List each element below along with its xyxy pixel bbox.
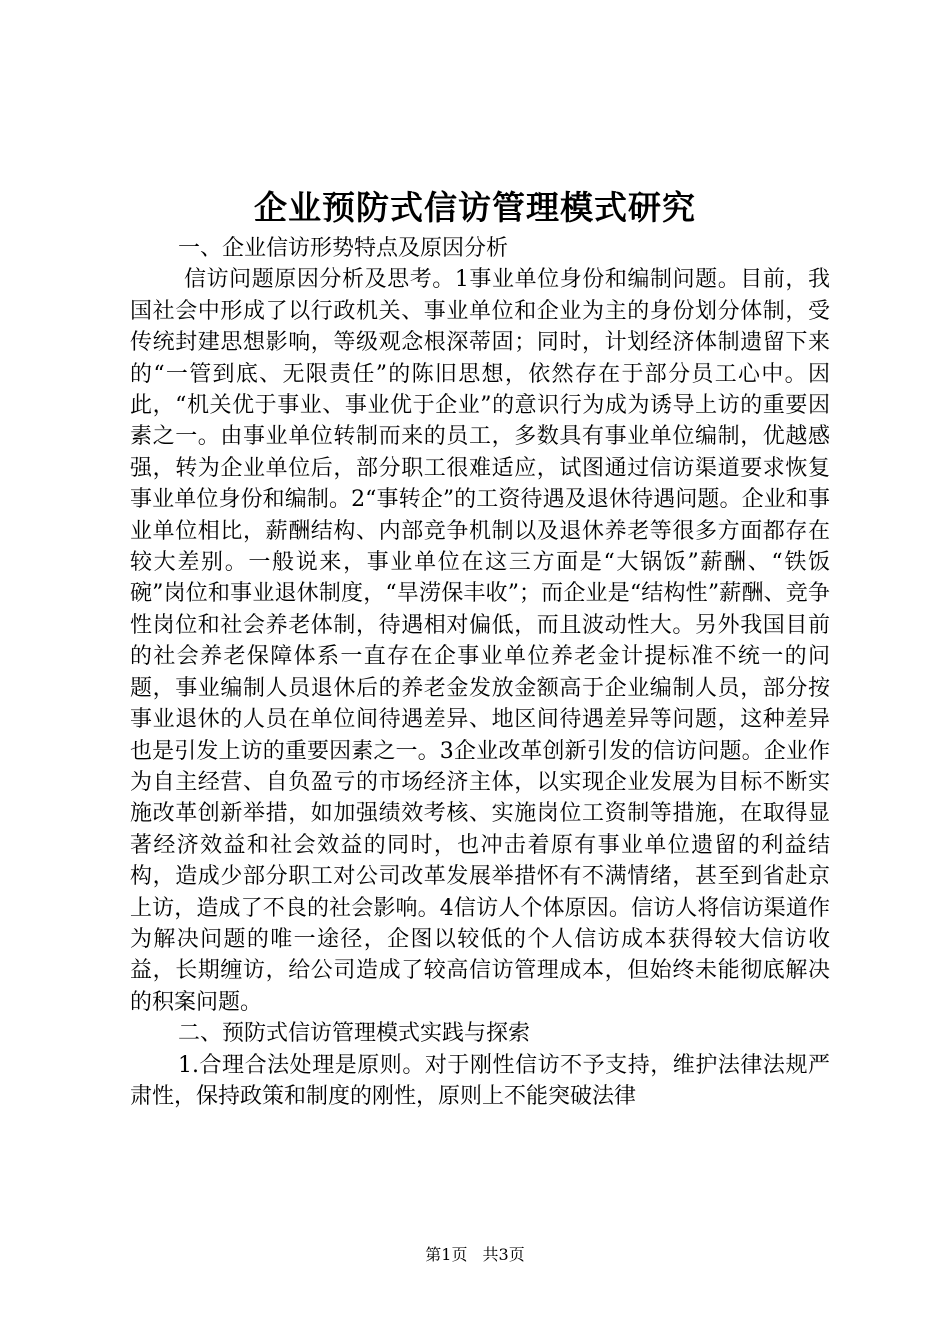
- page-total: 共3页: [482, 1245, 525, 1264]
- section-heading-2: 二、预防式信访管理模式实践与探索: [178, 1021, 531, 1047]
- section-heading-1: 一、企业信访形势特点及原因分析: [178, 236, 509, 261]
- document-body: [130, 233, 830, 1112]
- body-paragraph-1: 信访问题原因分析及思考。1事业单位身份和编制问题。目前，我国社会中形成了以行政机关、事业单位和企业为主的身份划分体制，受传统封建思想影响，等级观念根深蒂固；同时，计划经济体制遗留下来的“一管到底、无限责任”的陈旧思想，依然存在于部分员工心中。因此，“机关优于事业、事业优于企业”的意识行为成为诱导上访的重要因素之一。由事业单位转制而来的员工，多数具有事业单位编制，优越感强，转为企业单位后，部分职工很难适应，试图通过信访渠道要求恢复事业单位身份和编制。2“事转企”的工资待遇及退休待遇问题。企业和事业单位相比，薪酬结构、内部竞争机制以及退休养老等很多方面都存在较大差别。一般说来，事业单位在这三方面是“大锅饭”薪酬、“铁饭碗”岗位和事业退休制度，“旱涝保丰收”；而企业是“结构性”薪酬、竞争性岗位和社会养老体制，待遇相对偏低，而且波动性大。另外我国目前的社会养老保障体系一直存在企事业单位养老金计提标准不统一的问题，事业编制人员退休后的养老金发放金额高于企业编制人员，部分按事业退休的人员在单位间待遇差异、地区间待遇差异等问题，这种差异也是引发上访的重要因素之一。3企业改革创新引发的信访问题。企业作为自主经营、自负盈亏的市场经济主体，以实现企业发展为目标不断实施改革创新举措，如加强绩效考核、实施岗位工资制等措施，在取得显著经济效益和社会效益的同时，也冲击着原有事业单位遗留的利益结构，造成少部分职工对公司改革发展举措怀有不满情绪，甚至到省赴京上访，造成了不良的社会影响。4信访人个体原因。信访人将信访渠道作为解决问题的唯一途径，企图以较低的个人信访成本获得较大信访收益，长期缠访，给公司造成了较高信访管理成本，但始终未能彻底解决的积案问题。: [130, 267, 830, 1015]
- document-title: 企业预防式信访管理模式研究: [254, 188, 696, 227]
- page-footer: [0, 1244, 950, 1266]
- body-paragraph-2: 1.合理合法处理是原则。对于刚性信访不予支持，维护法律法规严肃性，保持政策和制度的刚性，原则上不能突破法律: [130, 1052, 830, 1109]
- page-number: 第1页: [425, 1245, 468, 1264]
